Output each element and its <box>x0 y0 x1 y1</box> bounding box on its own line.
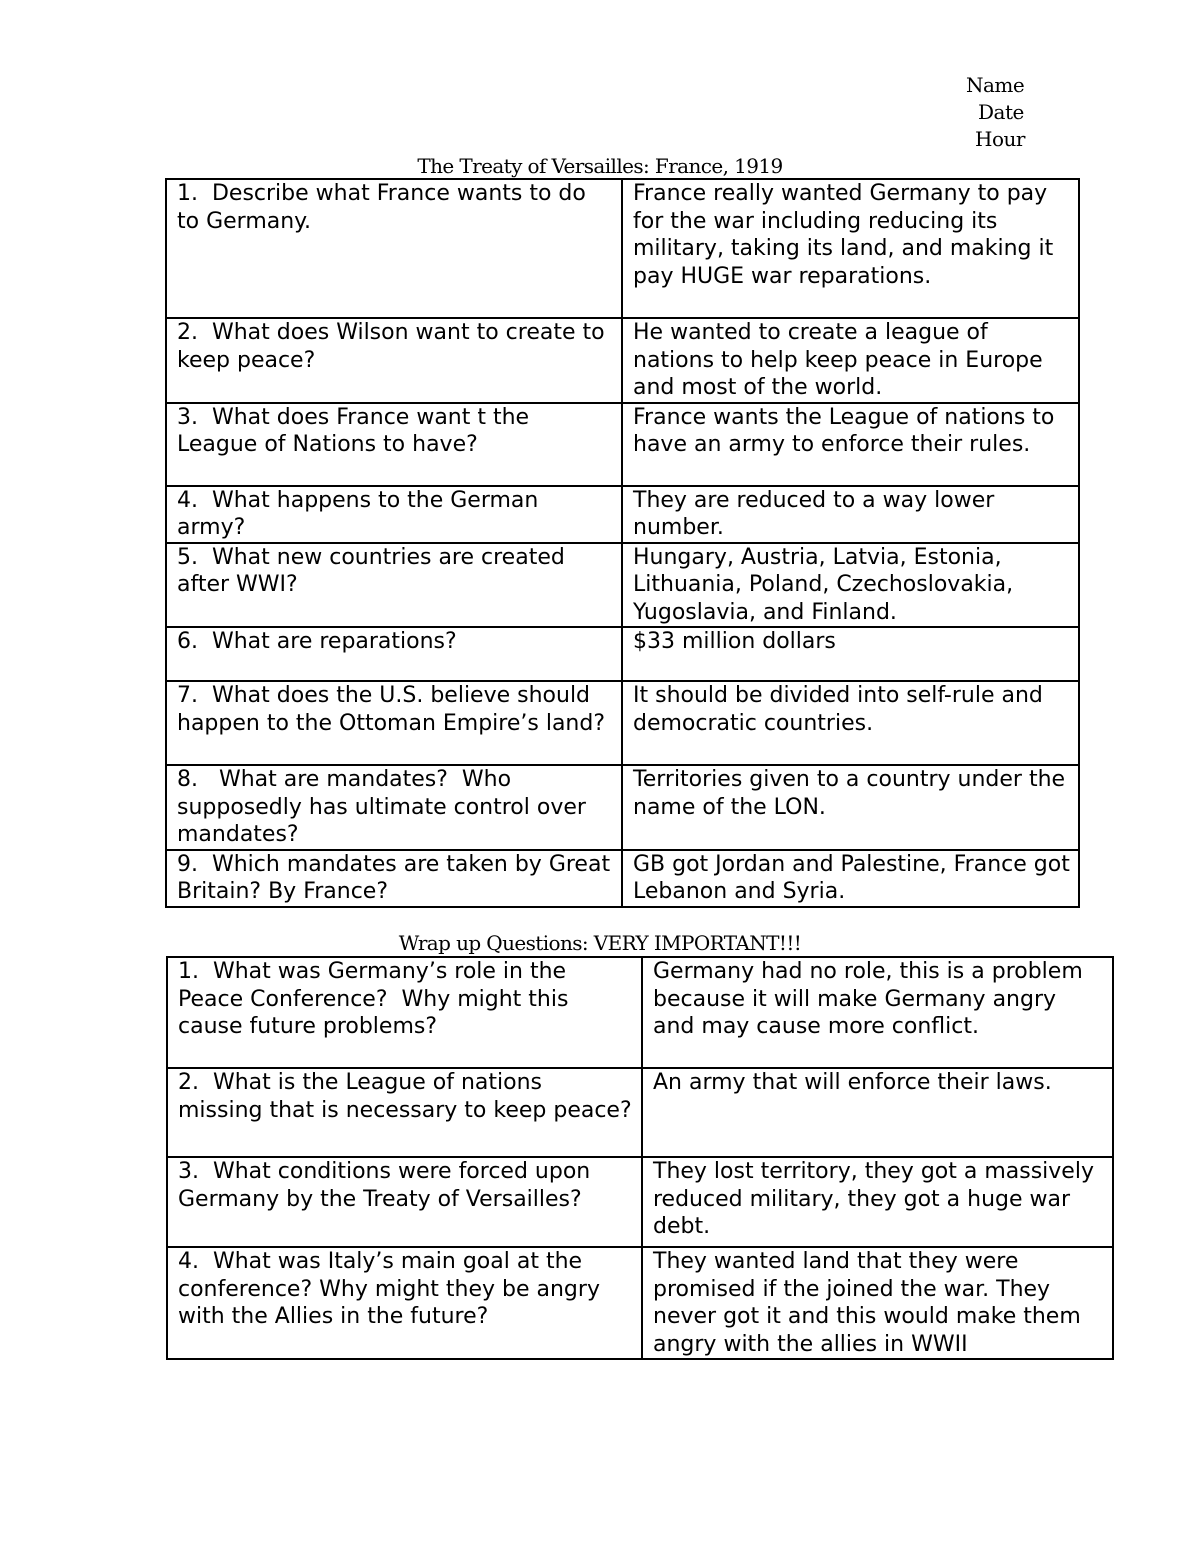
answer-cell: It should be divided into self-rule and democratic countries. <box>622 681 1079 765</box>
question-cell: 5. What new countries are created after WWI? <box>166 543 622 628</box>
hour-label: Hour <box>975 127 1025 151</box>
answer-cell: He wanted to create a league of nations to help keep peace in Europe and most of the world. <box>622 318 1079 403</box>
question-cell: 3. What does France want t the League of Nations to have? <box>166 403 622 486</box>
question-cell: 1. Describe what France wants to do to Germany. <box>166 179 622 318</box>
table-row <box>166 543 1079 628</box>
table-row <box>167 1157 1113 1247</box>
answer-cell: They lost territory, they got a massively reduced military, they got a huge war debt. <box>642 1157 1113 1247</box>
question-cell: 4. What was Italy’s main goal at the conference? Why might they be angry with the Allies in the future? <box>167 1247 642 1359</box>
table-row <box>166 403 1079 486</box>
answer-cell: Germany had no role, this is a problem because it will make Germany angry and may cause more conflict. <box>642 957 1113 1068</box>
date-label: Date <box>978 100 1024 124</box>
answer-cell: They are reduced to a way lower number. <box>622 486 1079 543</box>
name-label: Name <box>966 73 1025 97</box>
table-row <box>166 850 1079 907</box>
answer-cell: Hungary, Austria, Latvia, Estonia, Lithuania, Poland, Czechoslovakia, Yugoslavia, and Finland. <box>622 543 1079 628</box>
table-row <box>166 486 1079 543</box>
question-cell: 4. What happens to the German army? <box>166 486 622 543</box>
answer-cell: $33 million dollars <box>622 627 1079 681</box>
answer-cell: GB got Jordan and Palestine, France got Lebanon and Syria. <box>622 850 1079 907</box>
answer-cell: They wanted land that they were promised if the joined the war. They never got it and this would make them angry with the allies in WWII <box>642 1247 1113 1359</box>
table-row <box>166 627 1079 681</box>
wrap-up-questions-table <box>166 956 1114 1360</box>
table-row <box>166 765 1079 850</box>
question-cell: 2. What is the League of nations missing that is necessary to keep peace? <box>167 1068 642 1157</box>
question-cell: 8. What are mandates? Who supposedly has ultimate control over mandates? <box>166 765 622 850</box>
answer-cell: An army that will enforce their laws. <box>642 1068 1113 1157</box>
answer-cell: France really wanted Germany to pay for the war including reducing its military, taking its land, and making it pay HUGE war reparations. <box>622 179 1079 318</box>
question-cell: 2. What does Wilson want to create to keep peace? <box>166 318 622 403</box>
treaty-questions-table <box>165 178 1080 908</box>
table-row <box>167 957 1113 1068</box>
answer-cell: France wants the League of nations to have an army to enforce their rules. <box>622 403 1079 486</box>
table-row <box>166 681 1079 765</box>
section2-title: Wrap up Questions: VERY IMPORTANT!!! <box>398 931 802 955</box>
question-cell: 9. Which mandates are taken by Great Britain? By France? <box>166 850 622 907</box>
question-cell: 7. What does the U.S. believe should happen to the Ottoman Empire’s land? <box>166 681 622 765</box>
answer-cell: Territories given to a country under the name of the LON. <box>622 765 1079 850</box>
question-cell: 6. What are reparations? <box>166 627 622 681</box>
table-row <box>167 1247 1113 1359</box>
table-row <box>167 1068 1113 1157</box>
table-row <box>166 318 1079 403</box>
question-cell: 1. What was Germany’s role in the Peace Conference? Why might this cause future problems? <box>167 957 642 1068</box>
section1-title: The Treaty of Versailles: France, 1919 <box>417 154 783 178</box>
question-cell: 3. What conditions were forced upon Germany by the Treaty of Versailles? <box>167 1157 642 1247</box>
table-row <box>166 179 1079 318</box>
